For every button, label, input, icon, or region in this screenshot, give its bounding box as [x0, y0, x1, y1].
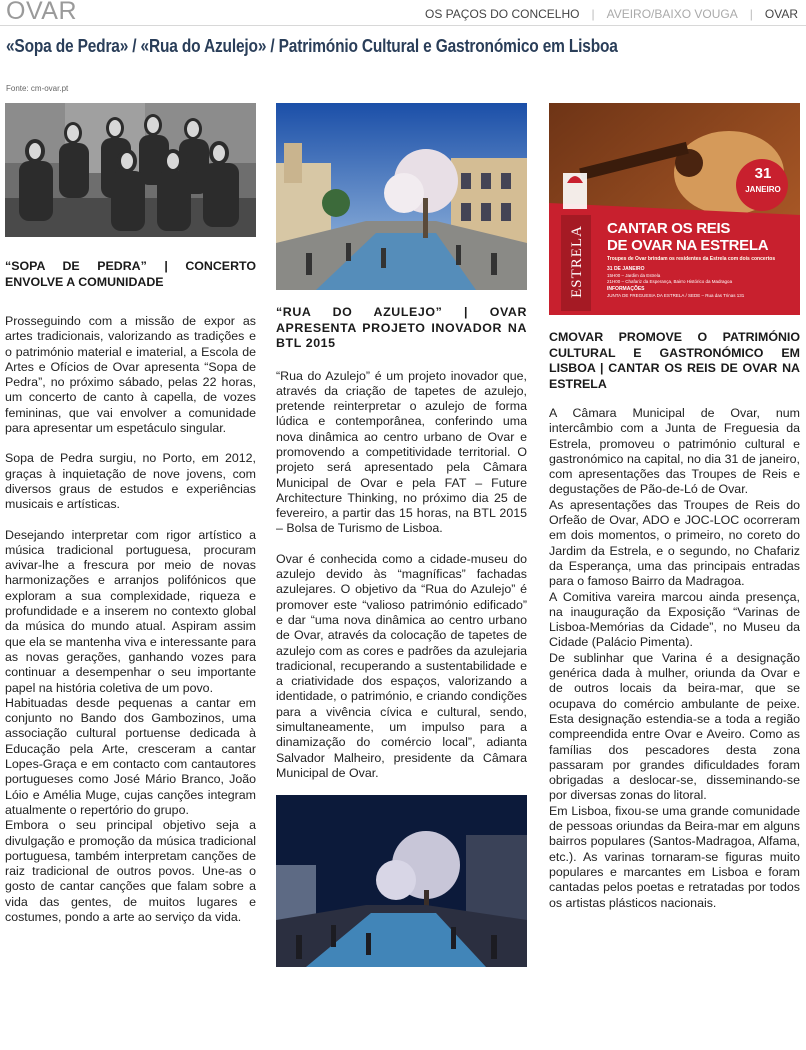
- top-bar: [0, 0, 806, 26]
- section-title: OVAR: [6, 0, 77, 25]
- paragraph: Ovar é conhecida como a cidade-museu do azulejo devido às “magníficas” fachadas azulejares. O objetivo da “Rua do Azulejo” é promover este “valioso património edificado” e dar “uma nova dinâmica ao centro urbano de Ovar, através da colocação de tapetes de azulejo com as cores e padrões da azulejaria tradicional, recuperando a sustentabilidade e a criatividade dos espaços, valorizando a identidade, o património, e criando condições para a vivência cívica e cultural, sendo, simultaneamente, um impulso para a dinamização do comércio local”, adianta Salvador Malheiro, presidente da Câmara Municipal de Ovar.: [276, 551, 527, 780]
- breadcrumb-item-concelho[interactable]: OS PAÇOS DO CONCELHO: [424, 7, 580, 21]
- paragraph: Embora o seu principal objetivo seja a divulgação e promoção da música tradicional portuguesa, também interpretam canções de raiz tradicional de outros povos. Une-as o gosto de cantar canções que falam sobre a vida das gentes, de muitos lugares e costumes, pondo a arte ao serviço da vida.: [5, 818, 256, 924]
- article-subtitle: CMOVAR PROMOVE O PATRIMÓNIO CULTURAL E GASTRONÓMICO EM LISBOA | CANTAR OS REIS DE OVAR NA ESTRELA: [549, 330, 800, 391]
- source-credit: Fonte: cm-ovar.pt: [6, 84, 69, 93]
- paragraph: “Rua do Azulejo” é um projeto inovador que, através da criação de tapetes de azulejo, pretende reinterpretar o azulejo de forma lúdica e contemporânea, conferindo uma nova dinâmica ao centro urbano de Ovar e promovendo a competitividade territorial. O projeto será apresentado pela Câmara Municipal de Ovar e pela FAT – Future Architecture Thinking, no próximo dia 25 de fevereiro, a partir das 15 horas, na BTL 2015 – Bolsa de Turismo de Lisboa.: [276, 368, 527, 536]
- poster-tagline: Troupes de Ovar brindam os residentes da Estrela com dois concertos: [607, 256, 776, 262]
- poster-info-label: INFORMAÇÕES: [607, 286, 645, 292]
- article-column-cantar-os-reis: [549, 103, 800, 911]
- breadcrumb-separator: |: [591, 7, 595, 21]
- poster-title-line2: DE OVAR NA ESTRELA: [607, 237, 769, 254]
- breadcrumb-item-aveiro[interactable]: AVEIRO/BAIXO VOUGA: [606, 7, 738, 21]
- article-subtitle: “SOPA DE PEDRA” | CONCERTO ENVOLVE A COMUNIDADE: [5, 259, 256, 289]
- poster-detail-date: 31 DE JANEIRO: [607, 266, 645, 272]
- article-column-sopa-de-pedra: [5, 103, 256, 925]
- paragraph: Sopa de Pedra surgiu, no Porto, em 2012, graças à inquietação de nove jovens, com diversos graus de estudos e experiências musicais e artísticas.: [5, 451, 256, 512]
- poster-title-line1: CANTAR OS REIS: [607, 220, 731, 237]
- poster-brand-vertical: ESTRELA: [568, 225, 585, 298]
- choir-group-photo: [5, 103, 256, 237]
- paragraph: A Comitiva vareira marcou ainda presença, na inauguração da Exposição “Varinas de Lisboa-Memórias da Cidade”, no Museu da Cidade (Palácio Pimenta).: [549, 589, 800, 650]
- article-subtitle: “RUA DO AZULEJO” | OVAR APRESENTA PROJETO INOVADOR NA BTL 2015: [276, 305, 527, 350]
- breadcrumb: [425, 7, 798, 21]
- page-title: «Sopa de Pedra» / «Rua do Azulejo» / Património Cultural e Gastronómico em Lisboa: [6, 36, 618, 56]
- poster-detail-2: 21H00 – Chafariz da Esperança, Bairro Histórico da Madragoa: [607, 279, 733, 284]
- street-night-render-photo: [276, 795, 527, 967]
- poster-date-month: JANEIRO: [745, 185, 781, 194]
- poster-date-day: 31: [754, 165, 772, 182]
- article-column-rua-do-azulejo: [276, 103, 527, 967]
- event-poster: [549, 103, 800, 315]
- poster-info-text: JUNTA DE FREGUESIA DA ESTRELA / SEDE – Rua das Trinas 131: [607, 293, 745, 298]
- breadcrumb-item-ovar[interactable]: OVAR: [764, 7, 798, 21]
- paragraph: As apresentações das Troupes de Reis do Orfeão de Ovar, ADO e JOC-LOC ocorreram em dois momentos, o primeiro, no coreto do Jardim da Estrela, e o segundo, no Chafariz da Esperança, uma das principais entradas para o famoso Bairro da Madragoa.: [549, 497, 800, 589]
- breadcrumb-separator: |: [749, 7, 753, 21]
- street-render-photo: [276, 103, 527, 290]
- paragraph: De sublinhar que Varina é a designação genérica dada à mulher, oriunda da Ovar e de outros locais da beira-mar, que se ocupava do comércio ambulante de peixe. Esta designação estendia-se a toda a região compreendida entre Ovar e Aveiro. Como as famílias dos pescadores desta zona passaram por grandes dificuldades foram obrigadas a deslocar-se, disseminando-se por diversas zonas do litoral.: [549, 650, 800, 803]
- paragraph: Em Lisboa, fixou-se uma grande comunidade de pessoas oriundas da Beira-mar em alguns bairros populares (Santos-Madragoa, Alfama, etc.). As varinas tornaram-se figuras muito populares e marcantes em Lisboa e foram cantadas pelos poetas e retratadas por todos os artistas plásticos nacionais.: [549, 803, 800, 910]
- paragraph: A Câmara Municipal de Ovar, num intercâmbio com a Junta de Freguesia da Estrela, promoveu o património cultural e gastronómico na capital, no dia 31 de janeiro, com apresentações das Troupes de Reis e degustações de Pão-de-Ló de Ovar.: [549, 406, 800, 497]
- paragraph: Prosseguindo com a missão de expor as artes tradicionais, valorizando as tradições e o património material e imaterial, a Escola de Artes e Ofícios de Ovar apresenta “Sopa de Pedra”, no próximo sábado, pelas 22 horas, um concerto de canto à capella, de vozes femininas, que vai envolver a comunidade para apresentar um espetáculo singular.: [5, 314, 256, 436]
- paragraph: Desejando interpretar com rigor artístico a música tradicional portuguesa, procuram avivar-lhe a frescura por meio de novas harmonizações e arranjos polifónicos que exploram a sua complexidade, riqueza e profundidade e a inserem no contexto global da música do mundo atual. Aspiram assim que ela se mantenha viva e interessante para as novas gerações, ganhando vozes para continuar a desempenhar o seu importante papel na história coletiva de um povo.: [5, 527, 256, 695]
- paragraph: Habituadas desde pequenas a cantar em conjunto no Bando dos Gambozinos, uma associação cultural portuense dedicada à Educação pela Arte, cresceram a cantar Lopes-Graça e em contacto com cantautores portugueses como José Mário Branco, João Lóio e Amélia Muge, cujas canções integram atualmente o repertório do grupo.: [5, 695, 256, 817]
- poster-detail-1: 15H00 – Jardim da Estrela: [607, 273, 661, 278]
